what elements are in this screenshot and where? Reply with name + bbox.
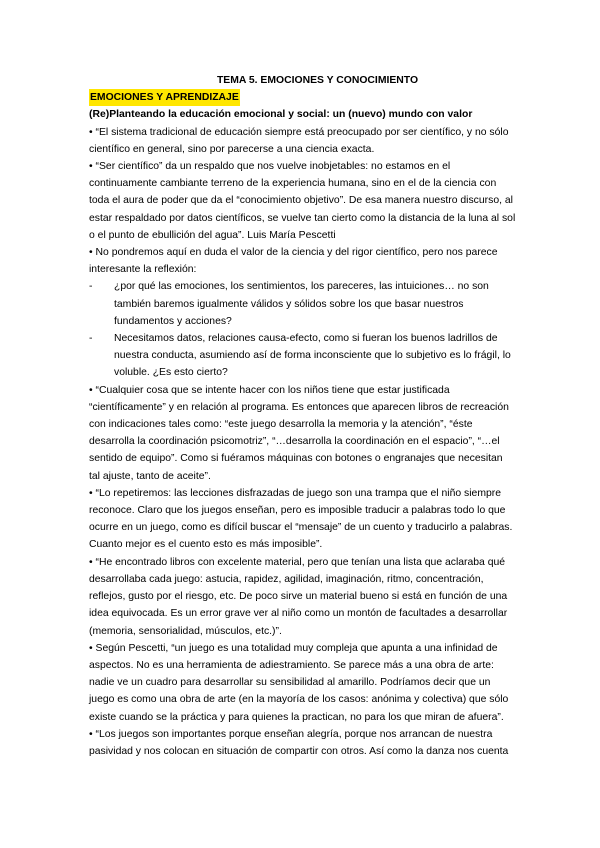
dash-bullet: - [89,333,93,345]
page-title: TEMA 5. EMOCIONES Y CONOCIMIENTO [216,75,419,86]
dash-bullet: - [89,281,93,293]
section-heading-row [89,89,516,106]
dash-list-item [89,330,516,382]
paragraph: • No pondremos aquí en duda el valor de la ciencia y del rigor científico, pero nos parece interesante la reflexión: [89,247,498,276]
dash-item-text: ¿por qué las emociones, los sentimientos, los pareceres, las intuiciones… no son también baremos igualmente válidos y sólidos sobre los que basar nuestros fundamentos y acciones? [114,281,489,327]
section-heading: EMOCIONES Y APRENDIZAJE [89,89,240,106]
paragraph: • “Lo repetiremos: las lecciones disfrazadas de juego son una trampa que el niño siempre reconoce. Claro que los juegos enseñan, pero es imposible traducir a palabras todo lo que ocurre en un juego, como es difícil buscar el “mensaje” de un cuento y traducirlo a palabras. Cuanto mejor es el cuento esto es más imposible”. [89,487,513,551]
dash-item-text: Necesitamos datos, relaciones causa-efecto, como si fueran los buenos ladrillos de nuestra conducta, asumiendo así de forma inconsciente que lo subjetivo es lo frágil, lo voluble. ¿Es esto cierto? [114,333,511,379]
dash-list-item [89,278,516,330]
subheading: (Re)Planteando la educación emocional y social: un (nuevo) mundo con valor [89,109,473,121]
dash-list [89,278,516,381]
paragraph: • “Cualquier cosa que se intente hacer con los niños tiene que estar justificada “científicamente” y en relación al programa. Es entonces que aparecen libros de recreación con indicaciones tales como: “este juego desarrolla la memoria y la atención”, “éste desarrolla la coordinación psicomotriz”, “…desarrolla la coordinación en el espacio”, “…el sentido de equipo”. Como si fuéramos máquinas con botones o engranajes que necesitan tal ajuste, tanto de aceite”. [89,384,509,482]
paragraph: • “Los juegos son importantes porque enseñan alegría, porque nos arrancan de nuestra pasividad y nos colocan en situación de compartir con otros. Así como la danza nos cuenta [89,728,509,757]
paragraph: • “Ser científico” da un respaldo que nos vuelve inobjetables: no estamos en el continuamente cambiante terreno de la experiencia humana, sino en el de la ciencia con toda el aura de poder que da el “conocimiento objetivo”. De esa manera nuestro discurso, al estar respaldado por datos científicos, se vuelve tan cierto como la distancia de la luna al sol o el punto de ebullición del agua”. Luis María Pescetti [89,161,516,241]
paragraph: • “He encontrado libros con excelente material, pero que tenían una lista que aclaraba qué desarrollaba cada juego: astucia, rapidez, agilidad, imaginación, ritmo, concentración, reflejos, gusto por el riesgo, etc. De poco sirve un material bueno si está en función de una idea equivocada. Es un error grave ver al niño como un montón de facultades a desarrollar (memoria, sensorialidad, músculos, etc.)”. [89,556,508,637]
paragraph: • Según Pescetti, “un juego es una totalidad muy compleja que apunta a una infinidad de aspectos. No es una herramienta de adiestramiento. Se parece más a una obra de arte: nadie ve un cuadro para desarrollar su sensibilidad al amarillo. Podríamos decir que un juego es como una obra de arte (en la mayoría de los casos: anónima y colectiva) que sólo existe cuando se la práctica y para quienes la practican, no para los que miran de afuera”. [89,642,509,723]
paragraph: • “El sistema tradicional de educación siempre está preocupado por ser científico, y no sólo científico en general, sino por parecerse a una ciencia exacta. [89,126,509,155]
